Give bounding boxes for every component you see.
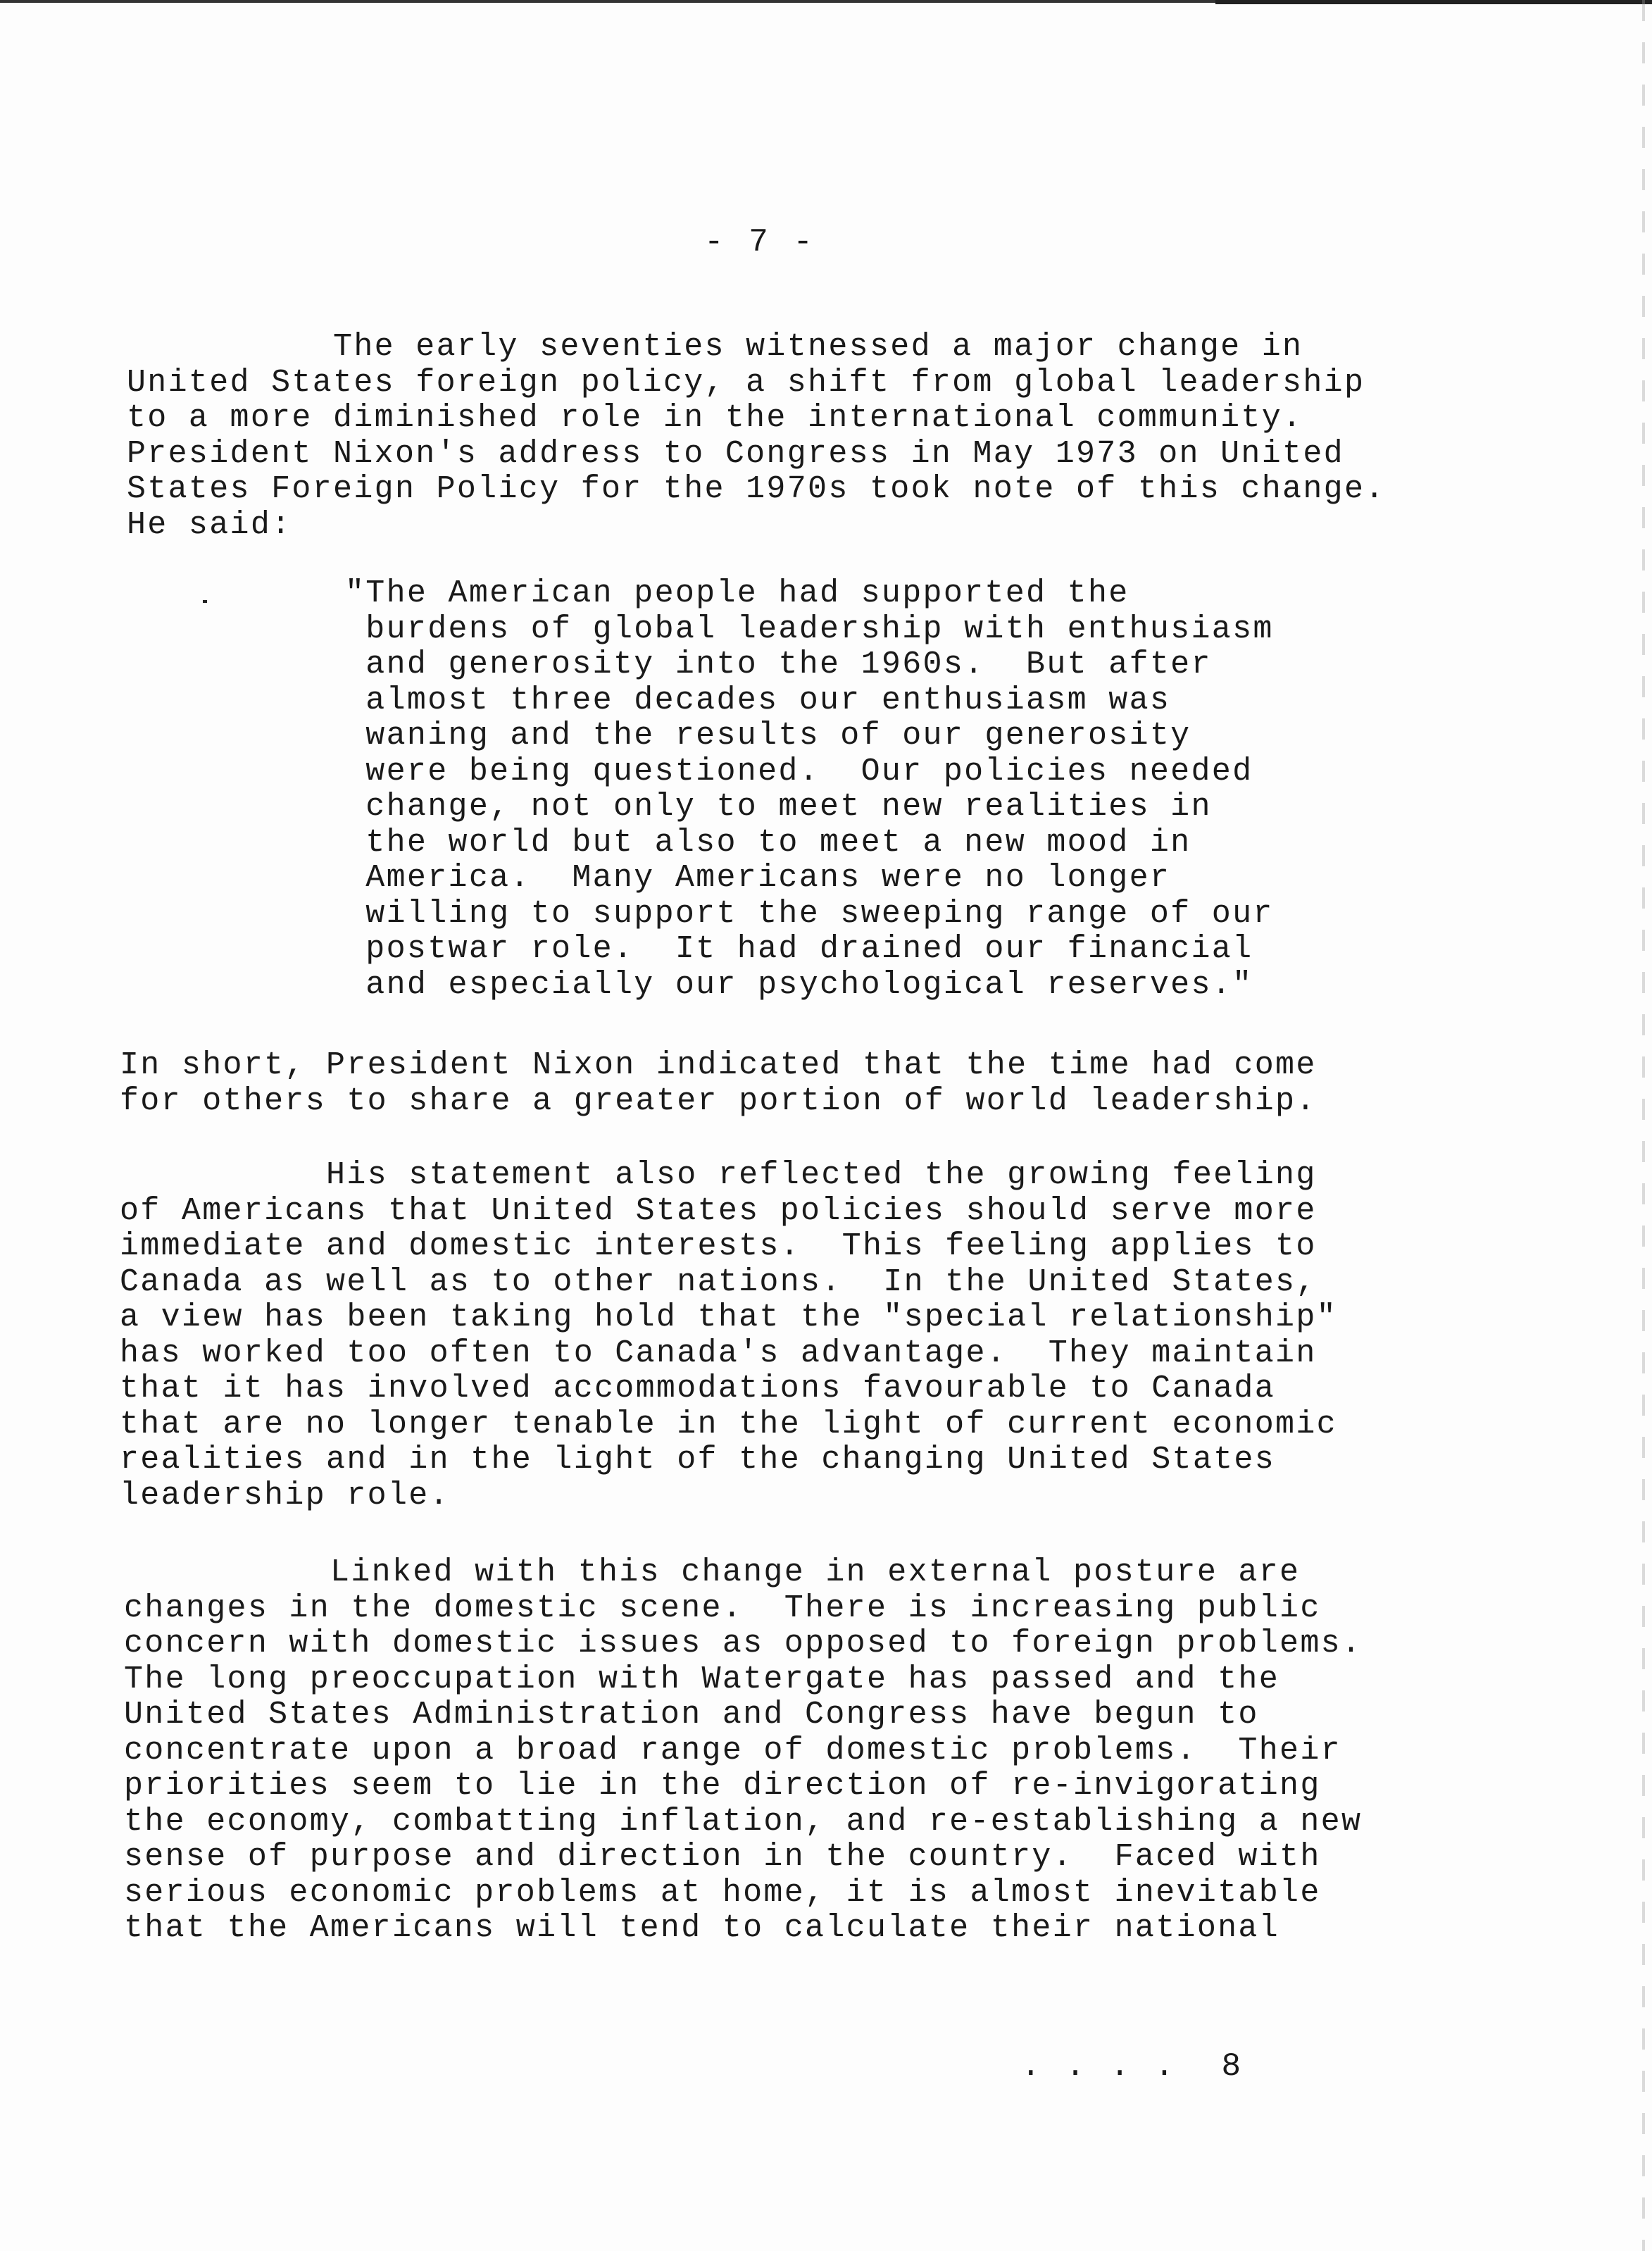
paragraph-intro: The early seventies witnessed a major change in United States foreign policy, a shift from global leadership to a more diminished role in the international community. President Nixon's address to Congress in May 1973 on United States Foreign Policy for the 1970s took note of this change. He said: <box>127 329 1386 543</box>
paragraph-special-relationship: His statement also reflected the growing feeling of Americans that United States policies should serve more immediate and domestic interests. This feeling applies to Canada as well as to other nations. In the United States, a view has been taking hold that the "special relationship" has worked too often to Canada's advantage. They maintain that it has involved accommodations favourable to Canada that are no longer tenable in the light of current economic realities and in the light of the changing United States leadership role. <box>120 1157 1337 1514</box>
right-edge-scan-artifact <box>1642 0 1645 2251</box>
paragraph-summary: In short, President Nixon indicated that the time had come for others to share a greater portion of world leadership. <box>120 1047 1317 1119</box>
stray-mark <box>203 600 207 603</box>
nixon-quote: "The American people had supported the burdens of global leadership with enthusiasm and generosity into the 1960s. But after almost three decades our enthusiasm was waning and the results of our generosity were being questioned. Our policies needed change, not only to meet new realities in the world but also to meet a new mood in America. Many Americans were no longer willing to support the sweeping range of our postwar role. It had drained our financial and especially our psychological reserves." <box>345 575 1274 1003</box>
paragraph-domestic-scene: Linked with this change in external posture are changes in the domestic scene. There is increasing public concern with domestic issues as opposed to foreign problems. The long preoccupation with Watergate has passed and the United States Administration and Congress have begun to concentrate upon a broad range of domestic problems. Their priorities seem to lie in the direction of re-invigorating the economy, combatting inflation, and re-establishing a new sense of purpose and direction in the country. Faced with serious economic problems at home, it is almost inevitable that the Americans will tend to calculate their national <box>124 1554 1363 1946</box>
continuation-marker: . . . . 8 <box>1021 2048 1244 2085</box>
page-number: - 7 - <box>704 224 816 261</box>
top-edge-rule-right <box>1215 0 1652 4</box>
